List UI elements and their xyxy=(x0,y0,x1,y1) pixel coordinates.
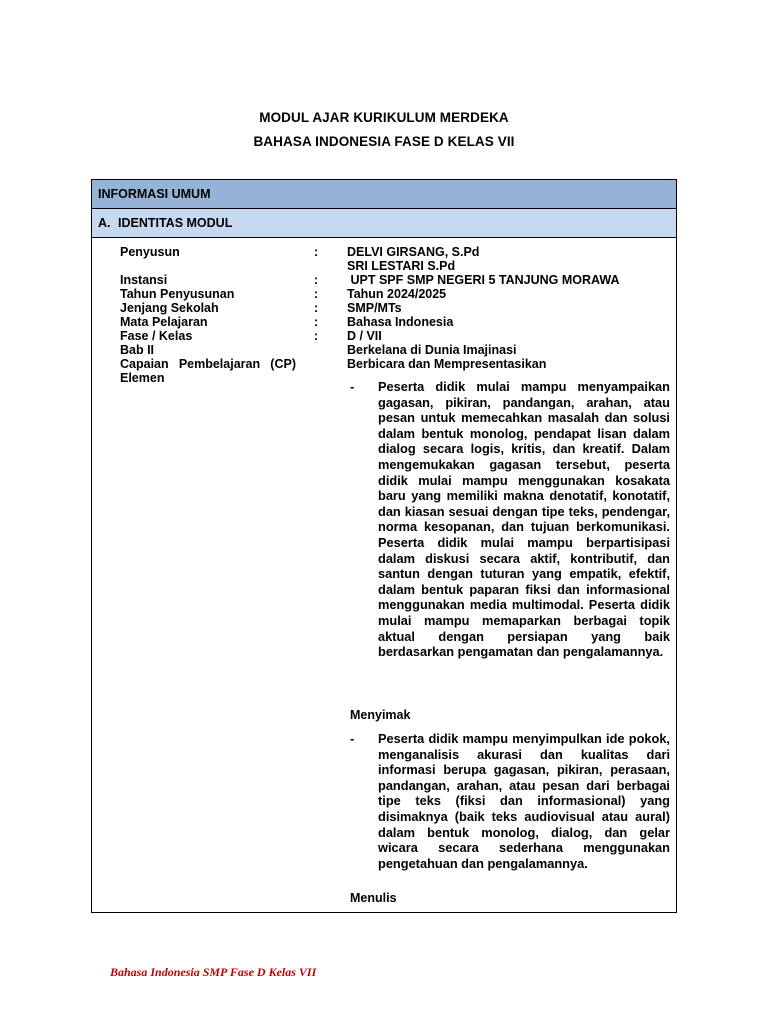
field-label: Jenjang Sekolah xyxy=(120,301,219,315)
dash-bullet-icon: - xyxy=(350,379,355,394)
listening-text: Peserta didik mampu menyimpulkan ide pokok, menganalisis akurasi dan kualitas dari informasi berupa gagasan, pikiran, perasaan, pandangan, arahan, atau pesan dari berbagai tipe teks (fiksi dan informasional) yang disimaknya (baik teks audiovisual atau aural) dalam bentuk monolog, dialog, dan gelar wicara secara sederhana menggunakan pengetahuan dan pengalamannya. xyxy=(378,731,670,871)
field-row xyxy=(120,343,660,357)
element-label: Elemen xyxy=(120,371,165,385)
field-label: Penyusun xyxy=(120,245,180,259)
field-row xyxy=(120,245,660,259)
field-value: SMP/MTs xyxy=(347,301,402,315)
field-row xyxy=(120,273,660,287)
field-value: D / VII xyxy=(347,329,382,343)
page-footer: Bahasa Indonesia SMP Fase D Kelas VII xyxy=(110,965,317,979)
field-label: Fase / Kelas xyxy=(120,329,193,343)
info-table xyxy=(91,179,677,913)
field-row xyxy=(120,301,660,315)
field-label: Bab II xyxy=(120,343,155,357)
field-colon: : xyxy=(314,329,319,343)
speaking-text: Peserta didik mulai mampu menyampaikan gagasan, pikiran, pandangan, arahan, atau pesan untuk memecahkan masalah dan solusi dalam bentuk monolog, pendapat lisan dalam dialog secara logis, kritis, dan kreatif. Dalam mengemukakan gagasan tersebut, peserta didik mulai mampu menggunakan kosakata baru yang memiliki makna denotatif, konotatif, dan kiasan sesuai dengan tipe teks, pendengar, norma kesopanan, dan tujuan berkomunikasi. Peserta didik mulai mampu berpartisipasi dalam diskusi secara aktif, kontributif, dan santun dengan tuturan yang empatik, efektif, dalam bentuk paparan fiksi dan informasional menggunakan media multimodal. Peserta didik mulai mampu memaparkan berbagai topik aktual dengan persiapan yang baik berdasarkan pengamatan dan pengalamannya. xyxy=(378,379,670,660)
field-row xyxy=(120,287,660,301)
field-colon: : xyxy=(314,315,319,329)
identity-header xyxy=(92,209,676,238)
cp-label: Capaian Pembelajaran (CP) xyxy=(120,357,296,371)
field-value: Bahasa Indonesia xyxy=(347,315,454,329)
identity-number: A. xyxy=(98,216,111,230)
field-colon: : xyxy=(314,301,319,315)
field-row xyxy=(120,315,660,329)
identity-title: IDENTITAS MODUL xyxy=(118,216,233,230)
dash-bullet-icon: - xyxy=(350,731,355,746)
field-value: SRI LESTARI S.Pd xyxy=(347,259,456,273)
element-value: Berbicara dan Mempresentasikan xyxy=(347,357,547,371)
field-value: Berkelana di Dunia Imajinasi xyxy=(347,343,517,357)
writing-label: Menulis xyxy=(350,891,397,905)
field-value: DELVI GIRSANG, S.Pd xyxy=(347,245,480,259)
document-subtitle: BAHASA INDONESIA FASE D KELAS VII xyxy=(253,134,515,149)
document-title: MODUL AJAR KURIKULUM MERDEKA xyxy=(259,110,509,125)
field-value: Tahun 2024/2025 xyxy=(347,287,447,301)
identity-fields xyxy=(120,245,660,385)
field-colon: : xyxy=(314,245,319,259)
field-label: Tahun Penyusunan xyxy=(120,287,235,301)
general-info-header: INFORMASI UMUM xyxy=(92,180,676,209)
field-label: Mata Pelajaran xyxy=(120,315,208,329)
field-row xyxy=(120,329,660,343)
field-colon: : xyxy=(314,287,319,301)
field-row xyxy=(120,357,660,371)
field-label: Instansi xyxy=(120,273,168,287)
field-value: UPT SPF SMP NEGERI 5 TANJUNG MORAWA xyxy=(347,273,620,287)
field-row xyxy=(120,259,660,273)
field-colon: : xyxy=(314,273,319,287)
listening-label: Menyimak xyxy=(350,708,411,722)
